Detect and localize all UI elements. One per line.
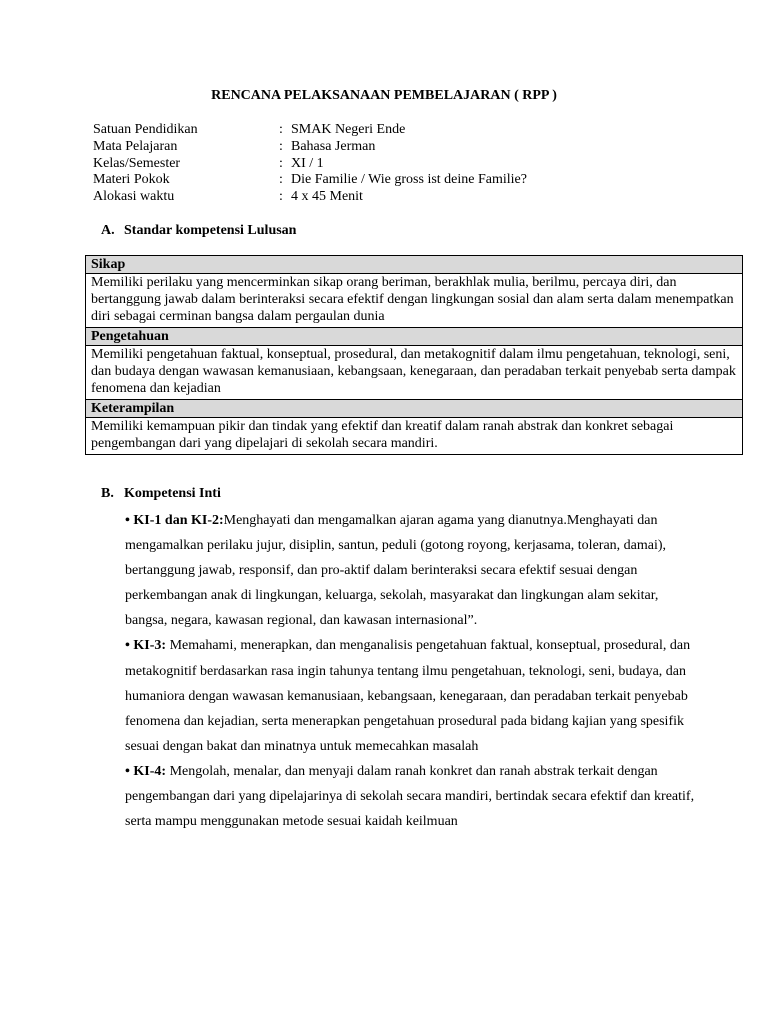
competency-table <box>85 255 743 455</box>
section-a-letter: A. <box>101 223 115 238</box>
info-value: 4 x 45 Menit <box>291 189 363 205</box>
section-b-heading <box>101 486 221 502</box>
list-item <box>125 508 695 633</box>
section-b-letter: B. <box>101 486 114 501</box>
ki-text: Menghayati dan mengamalkan ajaran agama yang dianutnya.Menghayati dan mengamalkan perilaku jujur, disiplin, santun, peduli (gotong royong, kerjasama, toleran, damai), bertanggung jawab, responsif, dan pro-aktif dalam berinteraksi secara efektif sesuai dengan perkembangan anak di lingkungan, keluarga, sekolah, masyarakat dan lingkungan alam sekitar, bangsa, negara, kawasan regional, dan kawasan internasional”. <box>125 513 667 629</box>
info-label: Satuan Pendidikan <box>93 122 198 137</box>
core-competency-list <box>125 508 695 834</box>
ki-label: KI-3: <box>133 638 167 654</box>
info-separator: : <box>279 138 283 154</box>
info-label: Alokasi waktu <box>93 189 175 205</box>
table-header-cell: Pengetahuan <box>86 328 743 346</box>
info-separator: : <box>279 122 283 137</box>
info-value: Die Familie / Wie gross ist deine Familie? <box>291 172 527 188</box>
info-value: Bahasa Jerman <box>291 138 376 154</box>
ki-label: KI-1 dan KI-2: <box>133 513 224 528</box>
ki-text: Memahami, menerapkan, dan menganalisis pengetahuan faktual, konseptual, prosedural, dan metakognitif berdasarkan rasa ingin tahunya tentang ilmu pengetahuan, teknologi, seni, budaya, dan humaniora dengan wawasan kemanusiaan, kebangsaan, kenegaraan, dan peradaban terkait penyebab fenomena dan kejadian, serta menerapkan pengetahuan prosedural pada bidang kajian yang spesifik sesuai dengan bakat dan minatnya untuk memecahkan masalah <box>125 638 691 754</box>
info-label: Kelas/Semester <box>93 155 181 171</box>
list-item <box>125 633 695 758</box>
info-separator: : <box>279 155 283 171</box>
section-b-title: Kompetensi Inti <box>124 486 221 501</box>
bullet-icon: • <box>125 638 130 654</box>
table-row <box>86 418 743 455</box>
info-row <box>93 172 527 189</box>
table-row <box>86 328 743 346</box>
info-value: XI / 1 <box>291 155 324 171</box>
table-header-cell: Sikap <box>86 256 743 274</box>
section-a-title: Standar kompetensi Lulusan <box>124 223 297 238</box>
table-row <box>86 400 743 418</box>
table-body-cell: Memiliki pengetahuan faktual, konseptual, prosedural, dan metakognitif dalam ilmu pengetahuan, teknologi, seni, dan budaya dengan wawasan kemanusiaan, kebangsaan, kenegaraan, dan peradaban terkait penyebab serta dampak fenomena dan kejadian <box>86 346 743 400</box>
bullet-icon: • <box>125 513 130 528</box>
list-item <box>125 759 695 834</box>
info-separator: : <box>279 172 283 188</box>
section-a-heading <box>101 223 296 239</box>
info-row <box>93 189 527 206</box>
info-block <box>93 122 527 206</box>
table-row <box>86 274 743 328</box>
info-row <box>93 122 527 139</box>
info-label: Mata Pelajaran <box>93 138 178 154</box>
document-title: RENCANA PELAKSANAAN PEMBELAJARAN ( RPP ) <box>211 88 557 103</box>
table-header-cell: Keterampilan <box>86 400 743 418</box>
ki-label: KI-4: <box>133 763 167 779</box>
table-row <box>86 256 743 274</box>
info-value: SMAK Negeri Ende <box>291 122 406 137</box>
table-body-cell: Memiliki perilaku yang mencerminkan sikap orang beriman, berakhlak mulia, berilmu, percaya diri, dan bertanggung jawab dalam berinteraksi secara efektif dengan lingkungan sosial dan alam serta dalam menempatkan diri sebagai cerminan bangsa dalam pergaulan dunia <box>86 274 743 328</box>
ki-text: Mengolah, menalar, dan menyaji dalam ranah konkret dan ranah abstrak terkait dengan pengembangan dari yang dipelajarinya di sekolah secara mandiri, bertindak secara efektif dan kreatif, serta mampu menggunakan metode sesuai kaidah keilmuan <box>125 763 695 830</box>
info-separator: : <box>279 189 283 205</box>
info-row <box>93 156 527 173</box>
table-body-cell: Memiliki kemampuan pikir dan tindak yang efektif dan kreatif dalam ranah abstrak dan konkret sebagai pengembangan dari yang dipelajari di sekolah secara mandiri. <box>86 418 743 455</box>
table-row <box>86 346 743 400</box>
bullet-icon: • <box>125 763 130 779</box>
info-row <box>93 139 527 156</box>
info-label: Materi Pokok <box>93 172 170 188</box>
